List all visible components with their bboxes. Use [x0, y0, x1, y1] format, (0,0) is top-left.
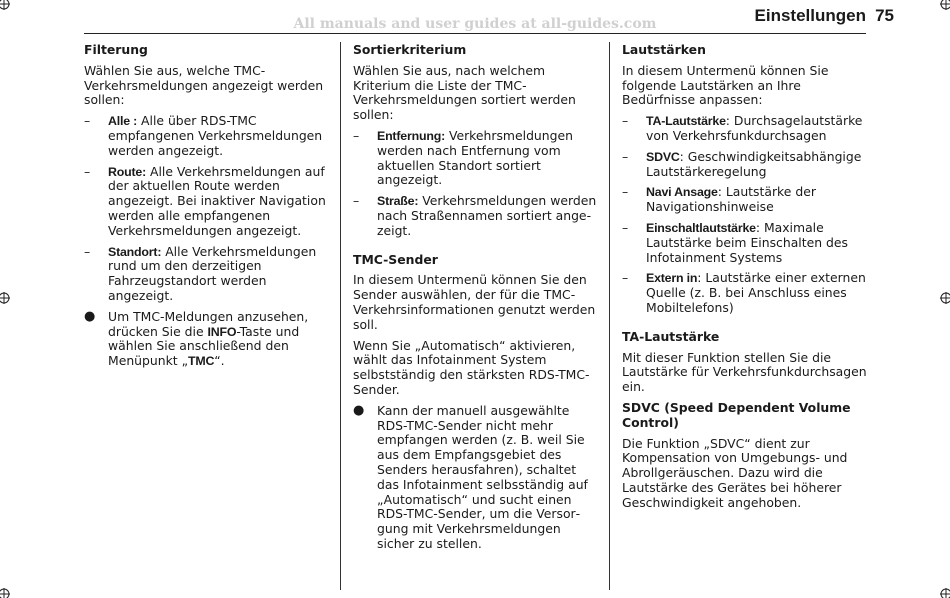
option-text: Alle Verkehrsmeldungen auf der aktuellen Route werden angezeigt. Bei inaktiver Navigation werden alle empfangenen Verkehrsmeldungen angezeigt. [108, 163, 326, 238]
section-heading-tmc-sender: TMC-Sender [353, 251, 438, 267]
registration-mark-icon [0, 582, 16, 598]
filter-options-list [84, 114, 328, 304]
page-number: 75 [875, 6, 894, 25]
section-heading-sortierkriterium: Sortierkriterium [353, 42, 467, 57]
option-keyword: Standort: [108, 244, 162, 259]
dash-marker: – [622, 270, 629, 286]
registration-mark-icon [934, 0, 950, 16]
dash-marker: – [353, 127, 360, 143]
tmc-sender-note-list [353, 404, 598, 552]
option-keyword: TA-Lautstärke [646, 114, 726, 129]
ta-lautstaerke-paragraph: Mit dieser Funktion stellen Sie die Lautstärke für Verkehrsfunkdurchsagen ein. [622, 349, 867, 395]
option-keyword: Alle : [108, 114, 138, 129]
column-divider-1 [340, 42, 341, 590]
option-text: Verkehrsmeldungen werden nach Entfernung vom aktuellen Standort sortiert angezeigt. [377, 127, 573, 188]
watermark: All manuals and user guides at all-guides.com [293, 16, 657, 32]
option-keyword: Entfernung: [377, 128, 445, 143]
chapter-title: Einstellungen [754, 6, 866, 25]
dash-marker: – [84, 243, 91, 259]
tmc-sender-paragraph-1: In diesem Untermenü können Sie den Sender auswählen, der für die TMC-Verkehrsinformationen genutzt werden soll. [353, 272, 596, 332]
section-heading-sdvc: SDVC (Speed Dependent Volume Control) [622, 399, 851, 430]
option-keyword: Extern in [646, 271, 698, 286]
info-key-label: INFO [207, 324, 237, 339]
column-filterung [84, 43, 328, 375]
list-item [622, 114, 867, 144]
registration-mark-icon [0, 0, 16, 16]
tmc-sender-paragraph-2: Wenn Sie „Automatisch“ aktivieren, wählt das Infotainment System selbstständig den stärksten RDS-TMC-Sender. [353, 337, 590, 397]
list-item [622, 271, 867, 315]
list-item [84, 165, 328, 239]
column-sortierkriterium [353, 43, 598, 558]
dash-marker: – [622, 148, 629, 164]
column-divider-2 [609, 42, 610, 590]
page-header [754, 6, 894, 28]
option-keyword: Straße: [377, 194, 419, 209]
option-text: : Geschwindigkeitsabhängige Lautstärkeregelung [646, 148, 862, 179]
registration-mark-icon [934, 290, 950, 306]
bullet-dot-icon: ● [84, 308, 96, 324]
option-text: : Lautstärke einer externen Quelle (z. B. bei Anschluss eines Mobiltelefons) [646, 270, 866, 315]
list-item [84, 114, 328, 158]
section-heading-filterung: Filterung [84, 42, 148, 57]
instruction-text: Um TMC-Meldungen anzusehen, drücken Sie die [108, 308, 309, 339]
filterung-intro: Wählen Sie aus, welche TMC-Verkehrsmeldungen angezeigt werden sollen: [84, 62, 324, 108]
list-item [622, 221, 867, 265]
option-text: Verkehrsmeldungen werden nach Straßennamen sortiert angezeigt. [377, 193, 597, 238]
sdvc-paragraph: Die Funktion „SDVC“ dient zur Kompensation von Umgebungs- und Abrollgeräuschen. Dazu wird die Lautstärke des Gerätes bei höherer Geschwindigkeit angehoben. [622, 435, 848, 510]
instruction-item [84, 310, 328, 369]
sortierkriterium-intro: Wählen Sie aus, nach welchem Kriterium die Liste der TMC-Verkehrsmeldungen sortiert werden sollen: [353, 62, 576, 123]
note-text: Kann der manuell ausgewählte RDS-TMC-Sender nicht mehr empfangen werden (z. B. weil Sie aus dem Empfangsgebiet des Senders herausfahren), schaltet das Infotainment selbsständig auf „Automatisch“ und sucht einen RDS-TMC-Sender, um die Versorgung mit Verkehrsmeldungen sicher zu stellen. [377, 402, 588, 551]
instruction-text: -Taste und wählen Sie anschließend den Menüpunkt „ [108, 323, 300, 369]
instruction-text: “. [214, 353, 225, 369]
lautstaerken-intro: In diesem Untermenü können Sie folgende Lautstärken an Ihre Bedürfnisse anpassen: [622, 62, 829, 108]
list-item [84, 245, 328, 304]
list-item [622, 185, 867, 215]
option-keyword: Navi Ansage [646, 185, 718, 200]
list-item [353, 129, 598, 188]
list-item [622, 150, 867, 180]
volume-options-list [622, 114, 867, 316]
dash-marker: – [622, 219, 629, 235]
registration-mark-icon [0, 290, 16, 306]
list-item [353, 194, 598, 238]
tmc-menu-label: TMC [187, 354, 215, 369]
dash-marker: – [84, 113, 91, 129]
instruction-list [84, 310, 328, 369]
section-heading-lautstaerken: Lautstärken [622, 42, 706, 57]
column-lautstaerken [622, 43, 867, 517]
option-text: Alle Verkehrsmeldungen rund um den derzeitigen Fahrzeugstandort werden angezeigt. [108, 243, 317, 303]
sort-options-list [353, 129, 598, 239]
dash-marker: – [622, 113, 629, 129]
option-keyword: Einschaltlautstärke [646, 220, 756, 235]
dash-marker: – [622, 184, 629, 200]
section-heading-ta-lautstaerke: TA-Lautstärke [622, 328, 720, 344]
option-text: : Lautstärke der Navigationshinweise [646, 184, 816, 215]
option-text: Alle über RDS-TMC empfangenen Verkehrsmeldungen werden angezeigt. [108, 113, 323, 158]
dash-marker: – [353, 193, 360, 209]
header-rule [84, 33, 866, 34]
registration-mark-icon [934, 582, 950, 598]
bullet-dot-icon: ● [353, 402, 365, 418]
dash-marker: – [84, 163, 91, 179]
option-text: : Maximale Lautstärke beim Einschalten des Infotainment Systems [646, 219, 848, 265]
option-keyword: Route: [108, 164, 147, 179]
note-item [353, 404, 598, 552]
option-text: : Durchsagelautstärke von Verkehrsfunkdurchsagen [646, 113, 863, 143]
option-keyword: SDVC [646, 149, 680, 164]
